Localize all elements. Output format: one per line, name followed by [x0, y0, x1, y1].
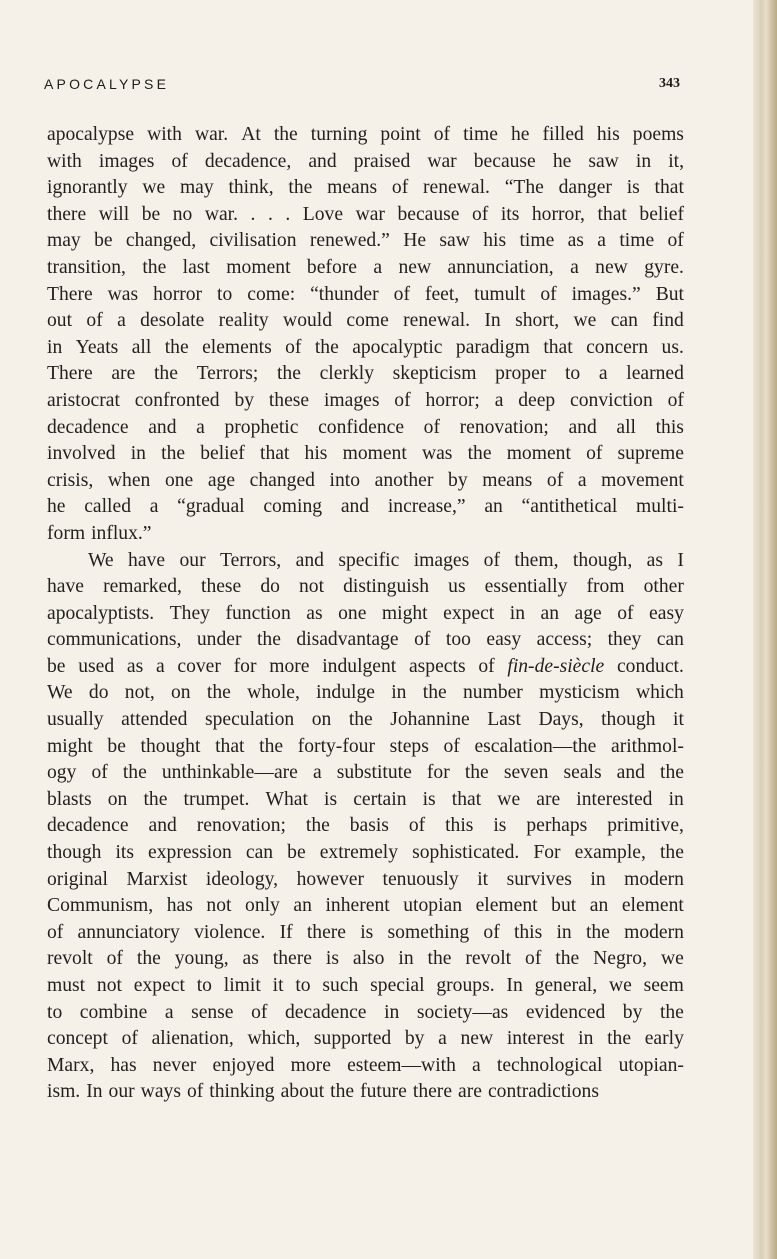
text-line: We have our Terrors, and specific images of them, though, as I	[88, 549, 684, 571]
text-line: form influx.”	[47, 522, 152, 544]
text-line: There are the Terrors; the clerkly skepticism proper to a learned	[47, 363, 684, 385]
text-line: in Yeats all the elements of the apocalyptic paradigm that concern us.	[47, 336, 684, 358]
text-line: Communism, has not only an inherent utopian element but an element	[47, 895, 684, 917]
text-line: out of a desolate reality would come renewal. In short, we can find	[47, 310, 684, 332]
text-line: ogy of the unthinkable—are a substitute for the seven seals and the	[47, 762, 684, 784]
text-line: apocalypse with war. At the turning point of time he filled his poems	[47, 124, 684, 145]
text-line: blasts on the trumpet. What is certain is that we are interested in	[47, 788, 684, 810]
text-line: communications, under the disadvantage of too easy access; they can	[47, 629, 684, 651]
text-line: of annunciatory violence. If there is something of this in the modern	[47, 921, 684, 943]
text-line: transition, the last moment before a new annunciation, a new gyre.	[47, 256, 684, 278]
text-line: There was horror to come: “thunder of feet, tumult of images.” But	[47, 283, 684, 305]
text-line: usually attended speculation on the Johannine Last Days, though it	[47, 709, 684, 731]
text-line: crisis, when one age changed into another by means of a movement	[47, 469, 684, 491]
text-line: he called a “gradual coming and increase,” an “antithetical multi-	[47, 496, 684, 518]
text-line: there will be no war. . . . Love war because of its horror, that belief	[47, 203, 684, 225]
text-line: revolt of the young, as there is also in the revolt of the Negro, we	[47, 948, 684, 970]
text-line: Marx, has never enjoyed more esteem—with a technological utopian-	[47, 1054, 684, 1076]
text-line: with images of decadence, and praised war because he saw in it,	[47, 150, 684, 172]
text-line: decadence and a prophetic confidence of renovation; and all this	[47, 416, 684, 438]
text-line: may be changed, civilisation renewed.” He saw his time as a time of	[47, 230, 684, 252]
body-text	[47, 122, 684, 1106]
text-line: decadence and renovation; the basis of this is perhaps primitive,	[47, 815, 684, 837]
text-line: have remarked, these do not distinguish us essentially from other	[47, 576, 684, 598]
running-head: APOCALYPSE	[44, 76, 170, 92]
text-line: original Marxist ideology, however tenuously it survives in modern	[47, 868, 684, 890]
text-line: ignorantly we may think, the means of renewal. “The danger is that	[47, 177, 684, 199]
text-line: ism. In our ways of thinking about the future there are contradictions	[47, 1081, 599, 1103]
text-line: aristocrat confronted by these images of horror; a deep conviction of	[47, 389, 684, 411]
text-line: concept of alienation, which, supported by a new interest in the early	[47, 1028, 684, 1050]
text-line: apocalyptists. They function as one might expect in an age of easy	[47, 602, 684, 624]
page-edge-shadow	[753, 0, 777, 1259]
page-number: 343	[659, 76, 680, 91]
page-header	[44, 76, 680, 96]
text-line: We do not, on the whole, indulge in the number mysticism which	[47, 682, 684, 704]
text-line: be used as a cover for more indulgent aspects of fin-de-siècle conduct.	[47, 655, 684, 677]
text-line: involved in the belief that his moment was the moment of supreme	[47, 443, 684, 465]
text-line: must not expect to limit it to such special groups. In general, we seem	[47, 975, 684, 996]
text-line: might be thought that the forty-four steps of escalation—the arithmol-	[47, 735, 684, 757]
text-line: though its expression can be extremely sophisticated. For example, the	[47, 842, 684, 864]
text-line: to combine a sense of decadence in society—as evidenced by the	[47, 1001, 684, 1023]
